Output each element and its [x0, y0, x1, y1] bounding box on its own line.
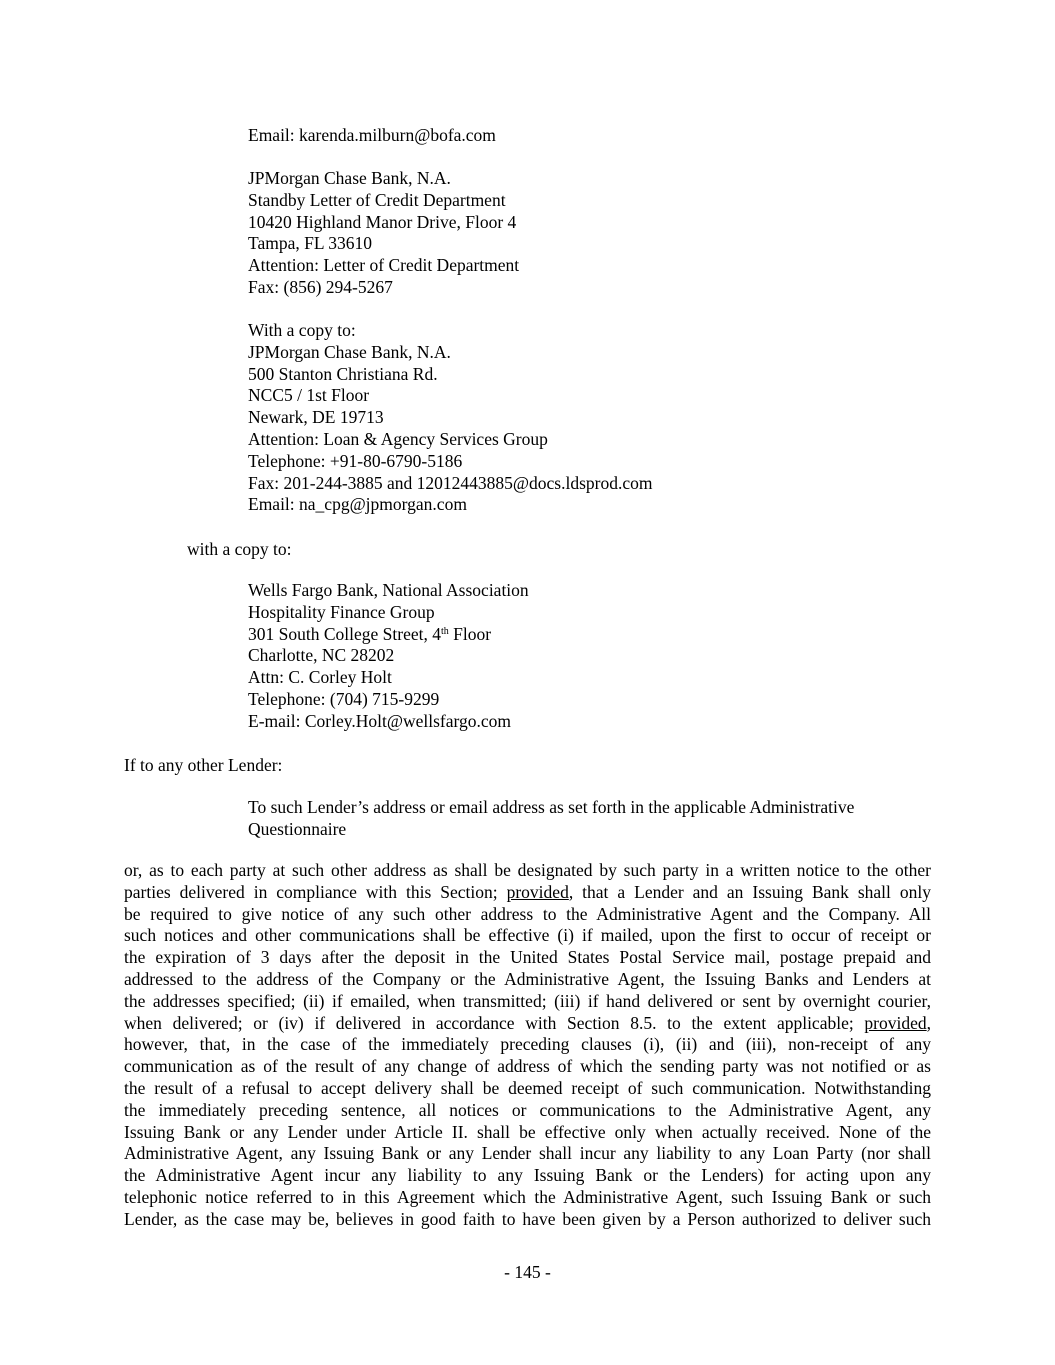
paragraph-line: the Administrative Agent incur any liability to any Issuing Bank or the Lenders) for acting upon any: [124, 1165, 931, 1186]
address-line: JPMorgan Chase Bank, N.A.: [248, 168, 451, 188]
paragraph-line: the addresses specified; (ii) if emailed, when transmitted; (iii) if hand delivered or sent by overnight courier,: [124, 990, 931, 1011]
paragraph-line: communication as of the result of any change of address of which the sending party was not notified or as: [124, 1056, 931, 1077]
jpmorgan-copy-address: [248, 320, 652, 516]
paragraph-line: be required to give notice of any such other address to the Administrative Agent and the Company. All: [124, 903, 931, 924]
address-line: Hospitality Finance Group: [248, 601, 435, 622]
paragraph-line: however, that, in the case of the immediately preceding clauses (i), (ii) and (iii), non-receipt of any: [124, 1034, 931, 1055]
email-block: [248, 125, 496, 147]
address-line: Questionnaire: [248, 818, 347, 839]
paragraph-line: Administrative Agent, any Issuing Bank or any Lender shall incur any liability to any Loan Party (nor shall: [124, 1143, 931, 1164]
address-line: 10420 Highland Manor Drive, Floor 4: [248, 211, 517, 232]
address-line: E-mail: Corley.Holt@wellsfargo.com: [248, 710, 512, 731]
email-line: Email: karenda.milburn@bofa.com: [248, 125, 496, 145]
address-line: Wells Fargo Bank, National Association: [248, 580, 529, 600]
paragraph-line: parties delivered in compliance with this Section; provided, that a Lender and an Issuing Bank shall only: [124, 881, 931, 902]
address-line: Attention: Loan & Agency Services Group: [248, 428, 548, 449]
paragraph-line: Issuing Bank or any Lender under Article II. shall be effective only when actually received. None of the: [124, 1121, 931, 1142]
address-line: Fax: 201-244-3885 and 12012443885@docs.ldsprod.com: [248, 472, 653, 493]
address-line: Attention: Letter of Credit Department: [248, 255, 520, 276]
address-line: Attn: C. Corley Holt: [248, 667, 392, 688]
address-line: Standby Letter of Credit Department: [248, 189, 506, 210]
page-number: - 145 -: [504, 1262, 551, 1282]
other-lender-label: If to any other Lender:: [124, 755, 283, 775]
address-line: 301 South College Street, 4th Floor: [248, 623, 492, 644]
address-line: NCC5 / 1st Floor: [248, 385, 370, 406]
address-line: Tampa, FL 33610: [248, 233, 373, 254]
paragraph-line: when delivered; or (iv) if delivered in accordance with Section 8.5. to the extent applicable; provided,: [124, 1012, 931, 1033]
address-line: 500 Stanton Christiana Rd.: [248, 363, 438, 384]
paragraph-line: addressed to the address of the Company or the Administrative Agent, the Issuing Banks and Lenders at: [124, 968, 931, 989]
wells-fargo-address: [248, 580, 529, 733]
address-line: Newark, DE 19713: [248, 407, 384, 428]
paragraph-line: or, as to each party at such other address as shall be designated by such party in a written notice to the other: [124, 860, 931, 880]
jpmorgan-letter-of-credit-address: [248, 168, 519, 299]
address-line: Email: na_cpg@jpmorgan.com: [248, 494, 467, 515]
paragraph-line: Lender, as the case may be, believes in good faith to have been given by a Person authorized to deliver such: [124, 1208, 931, 1229]
paragraph-line: the expiration of 3 days after the deposit in the United States Postal Service mail, postage prepaid and: [124, 947, 931, 968]
paragraph-line: such notices and other communications shall be effective (i) if mailed, upon the first to occur of receipt or: [124, 925, 931, 946]
copy-label: with a copy to:: [187, 539, 292, 559]
address-line: Telephone: +91-80-6790-5186: [248, 450, 463, 471]
paragraph-line: the result of a refusal to accept delivery shall be deemed receipt of such communication. Notwithstanding: [124, 1077, 931, 1098]
other-lender-address: [248, 797, 854, 841]
address-line: Fax: (856) 294-5267: [248, 276, 393, 297]
address-line: To such Lender’s address or email address as set forth in the applicable Administrative: [248, 797, 855, 817]
address-line: JPMorgan Chase Bank, N.A.: [248, 341, 451, 362]
address-line: Charlotte, NC 28202: [248, 645, 395, 666]
paragraph-line: telephonic notice referred to in this Agreement which the Administrative Agent, such Issuing Bank or such: [124, 1186, 931, 1207]
notices-paragraph: [124, 860, 931, 1231]
paragraph-line: the immediately preceding sentence, all notices or communications to the Administrative Agent, any: [124, 1099, 931, 1120]
address-line: With a copy to:: [248, 320, 356, 340]
address-line: Telephone: (704) 715-9299: [248, 688, 440, 709]
